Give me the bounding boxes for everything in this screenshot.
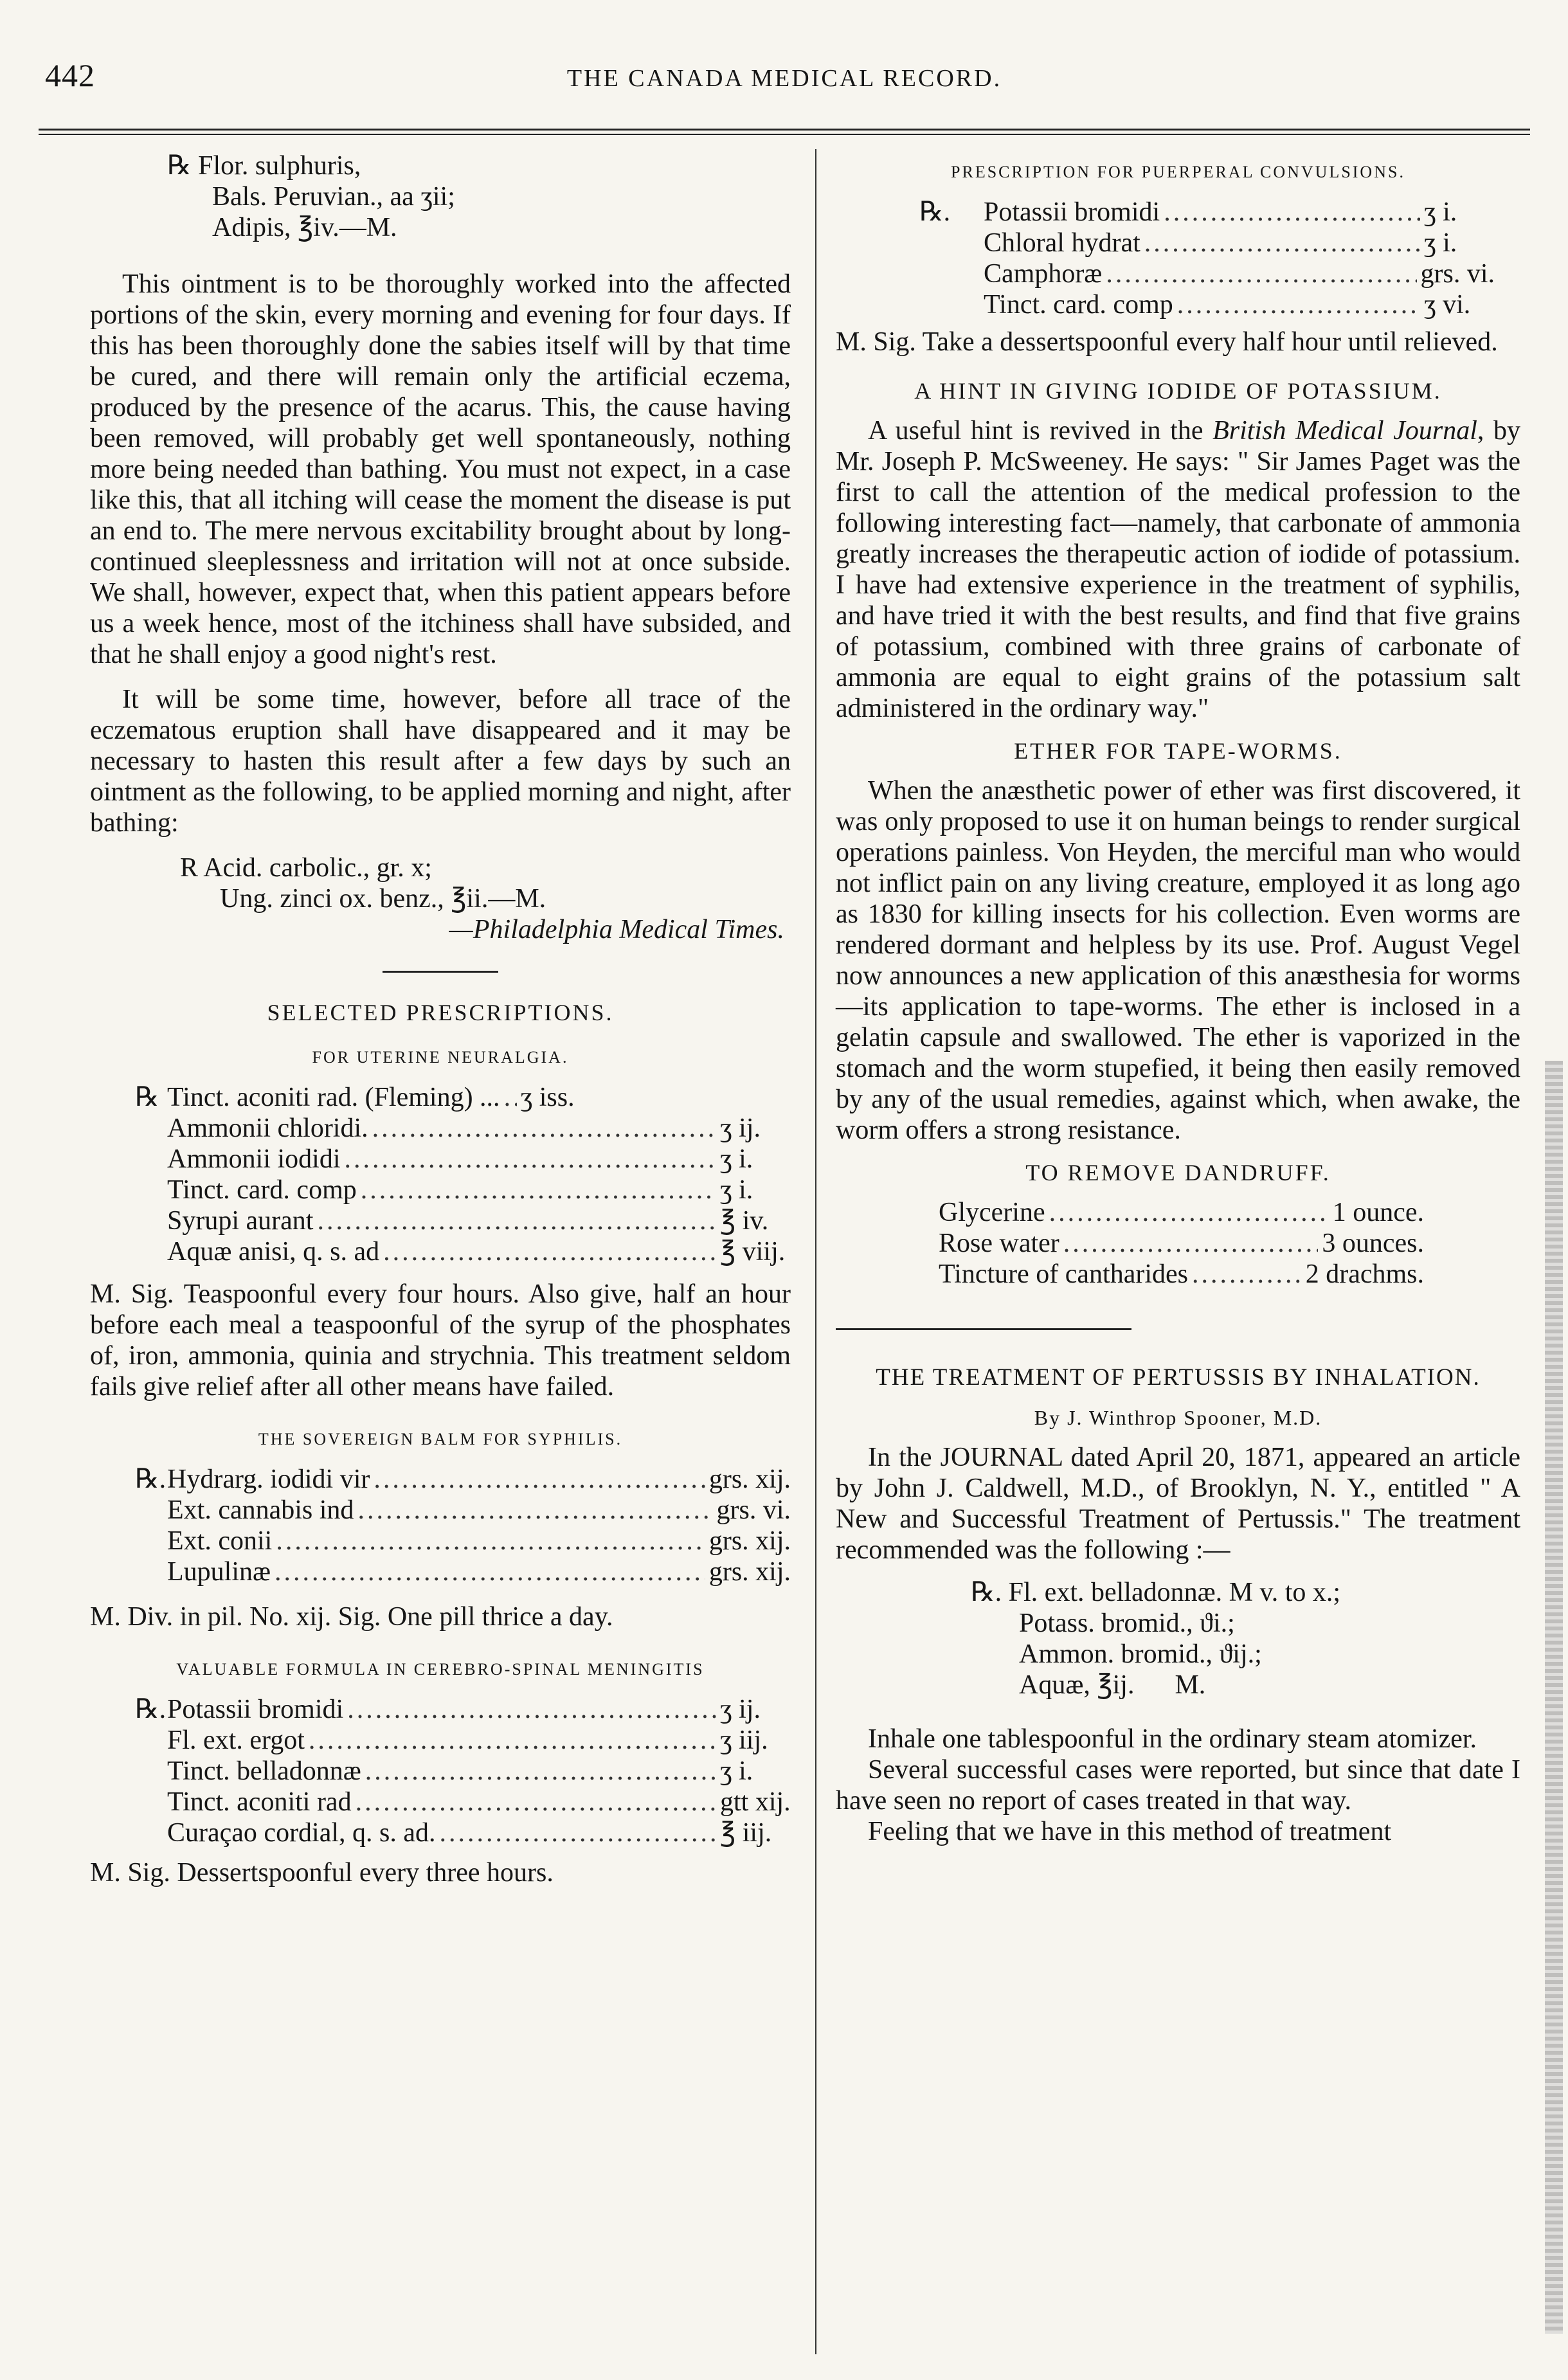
- meningitis-formula: [90, 1694, 791, 1848]
- formula-line: Syrupi aurant ..... ℥ iv.: [167, 1205, 791, 1236]
- formula-line: Tincture of cantharides ..... 2 drachms.: [939, 1259, 1424, 1290]
- body-paragraph: When the anæsthetic power of ether was first discovered, it was only proposed to use it on human beings to render surgical operations painless. Von Heyden, the merciful man who would not inflict pain on any living creature, employed it as long ago as 1830 for killing insects for his collection. Even worms are rendered dormant and helpless by its use. Prof. August Vegel now announces a new application of this anæsthesia for worms—its application to tape-worms. The ether is inclosed in a gelatin capsule and swallowed. The ether is vaporized in the stomach and the worm stupefied, it being then easily removed by any of the usual remedies, against which, when awake, the worm offers a strong resistance.: [836, 776, 1520, 1145]
- body-paragraph: This ointment is to be thoroughly worked into the affected portions of the skin, every morning and evening for four days. If this has been thoroughly done the sabies itself will by that time be cured, and there will remain only the artificial eczema, produced by the presence of the acarus. This, the cause having been removed, will probably get well spontaneously, nothing more being needed than bathing. You must not expect, in a case like this, that all itching will cease the moment the disease is put an end to. The mere nervous excitability brought about by long-continued sleeplessness and irritation will not at once subside. We shall, however, expect that, when this patient appears before us a week hence, most of the itchiness shall have subsided, and that he shall enjoy a good night's rest.: [90, 269, 791, 669]
- header-rule-thin: [39, 134, 1530, 135]
- section-heading: A HINT IN GIVING IODIDE OF POTASSIUM.: [914, 378, 1442, 404]
- section-heading: ETHER FOR TAPE-WORMS.: [1014, 738, 1342, 764]
- formula-line: Potass. bromid., ϑi.;: [1019, 1609, 1235, 1638]
- rx-line: Ung. zinci ox. benz., ℥ii.—M.: [220, 884, 546, 914]
- rx-line: ℞ Flor. sulphuris,: [167, 151, 361, 181]
- formula-line: ℞. Potassii bromidi ..... ʒ i.: [984, 197, 1495, 228]
- subsection-heading: THE SOVEREIGN BALM FOR SYPHILIS.: [258, 1430, 623, 1448]
- formula-line: Lupulinæ ..... grs. xij.: [167, 1556, 791, 1587]
- directions: M. Sig. Teaspoonful every four hours. Also give, half an hour before each meal a teaspoonful of the syrup of the phosphates of, iron, ammonia, quinia and strychnia. This treatment seldom fails give relief after all other means have failed.: [90, 1279, 791, 1402]
- uterine-formula: [90, 1082, 791, 1267]
- left-column: [90, 141, 791, 1888]
- formula-line: Curaçao cordial, q. s. ad. ..... ℥ iij.: [167, 1817, 791, 1848]
- formula-line: ℞ Tinct. aconiti rad. (Fleming) ... ..... ʒ iss.: [167, 1082, 791, 1113]
- body-paragraph: In the JOURNAL dated April 20, 1871, appeared an article by John J. Caldwell, M.D., of Brooklyn, N. Y., entitled " A New and Successful Treatment of Pertussis." The treatment recommended was the following :—: [836, 1443, 1520, 1565]
- formula-line: Aquæ anisi, q. s. ad ..... ℥ viij.: [167, 1236, 791, 1267]
- scanned-edge-shadow: [1545, 1061, 1563, 2334]
- formula-line: Tinct. belladonnæ ..... ʒ i.: [167, 1756, 791, 1787]
- formula-line: Camphoræ ..... grs. vi.: [984, 258, 1495, 289]
- dandruff-formula: [836, 1197, 1520, 1290]
- formula-line: Chloral hydrat ..... ʒ i.: [984, 228, 1495, 258]
- rx-line: Adipis, ℥iv.—M.: [212, 213, 397, 242]
- formula-line: Ext. cannabis ind ..... grs. vi.: [167, 1495, 791, 1526]
- formula-line: Ammonii iodidi ..... ʒ i.: [167, 1144, 791, 1175]
- section-divider: [383, 971, 498, 973]
- formula-line: Ammonii chloridi. ..... ʒ ij.: [167, 1113, 791, 1144]
- syphilis-formula: [90, 1464, 791, 1587]
- formula-line: ℞. Hydrarg. iodidi vir ..... grs. xij.: [167, 1464, 791, 1495]
- right-column: [836, 141, 1520, 1847]
- article-title: THE TREATMENT OF PERTUSSIS BY INHALATION.: [876, 1364, 1481, 1391]
- journal-title: British Medical Journal: [1212, 416, 1477, 446]
- rx-line: Bals. Peruvian., aa ʒii;: [212, 182, 455, 212]
- formula-line: Ammon. bromid., ϑij.;: [1019, 1639, 1262, 1669]
- puerperal-formula: [836, 197, 1520, 320]
- source-attribution: —Philadelphia Medical Times.: [449, 915, 784, 944]
- body-paragraph: It will be some time, however, before all trace of the eczematous eruption shall have disappeared and it may be necessary to hasten this result after a few days by such an ointment as the following, to be applied morning and night, after bathing:: [90, 685, 791, 838]
- formula-line: Ext. conii ..... grs. xij.: [167, 1526, 791, 1556]
- section-divider: [836, 1328, 1131, 1330]
- body-paragraph: Inhale one tablespoonful in the ordinary steam atomizer.: [868, 1724, 1477, 1754]
- body-paragraph: A useful hint is revived in the British Medical Journal, by Mr. Joseph P. McSweeney. He says: " Sir James Paget was the first to call the attention of the medical profession to the following interesting fact—namely, that carbonate of ammonia greatly increases the therapeutic action of iodide of potassium. I have had extensive experience in the treatment of syphilis, and have tried it with the best results, and find that five grains of potassium, combined with three grains of carbonate of ammonia are equal to eight grains of the potassium salt administered in the ordinary way.": [836, 416, 1520, 723]
- directions: M. Sig. Take a dessertspoonful every half hour until relieved.: [836, 327, 1498, 357]
- body-paragraph: Feeling that we have in this method of treatment: [868, 1817, 1392, 1846]
- section-heading: TO REMOVE DANDRUFF.: [1025, 1160, 1331, 1185]
- formula-line: ℞. Potassii bromidi ..... ʒ ij.: [167, 1694, 791, 1725]
- rx-line: R Acid. carbolic., gr. x;: [180, 853, 432, 883]
- directions: M. Sig. Dessertspoonful every three hours.: [90, 1858, 554, 1888]
- header-rule: [39, 129, 1530, 131]
- formula-line: Fl. ext. ergot ..... ʒ iij.: [167, 1725, 791, 1756]
- formula-line: Tinct. card. comp ..... ʒ vi.: [984, 289, 1495, 320]
- column-separator: [815, 149, 816, 2354]
- subsection-heading: FOR UTERINE NEURALGIA.: [312, 1048, 569, 1067]
- section-heading: SELECTED PRESCRIPTIONS.: [267, 1000, 614, 1025]
- running-head: THE CANADA MEDICAL RECORD.: [566, 65, 1002, 92]
- formula-line: ℞. Fl. ext. belladonnæ. M v. to x.;: [971, 1578, 1341, 1607]
- page-number: 442: [45, 57, 95, 93]
- formula-line: Tinct. aconiti rad ..... gtt xij.: [167, 1787, 791, 1817]
- carbolic-prescription: [90, 852, 791, 914]
- subsection-heading: VALUABLE FORMULA IN CEREBRO-SPINAL MENINGITIS: [176, 1660, 705, 1679]
- directions: M. Div. in pil. No. xij. Sig. One pill thrice a day.: [90, 1602, 613, 1632]
- pertussis-formula: [836, 1577, 1520, 1700]
- formula-line: Glycerine ..... 1 ounce.: [939, 1197, 1424, 1228]
- subsection-heading: PRESCRIPTION FOR PUERPERAL CONVULSIONS.: [951, 163, 1405, 181]
- formula-line: Aquæ, ℥ij. M.: [1019, 1670, 1206, 1700]
- article-byline: By J. Winthrop Spooner, M.D.: [1034, 1406, 1322, 1429]
- ointment-prescription: [90, 150, 791, 243]
- page-header: [39, 44, 1530, 102]
- body-paragraph: Several successful cases were reported, but since that date I have seen no report of cases treated in that way.: [836, 1755, 1520, 1816]
- formula-line: Rose water ..... 3 ounces.: [939, 1228, 1424, 1259]
- formula-line: Tinct. card. comp ..... ʒ i.: [167, 1175, 791, 1205]
